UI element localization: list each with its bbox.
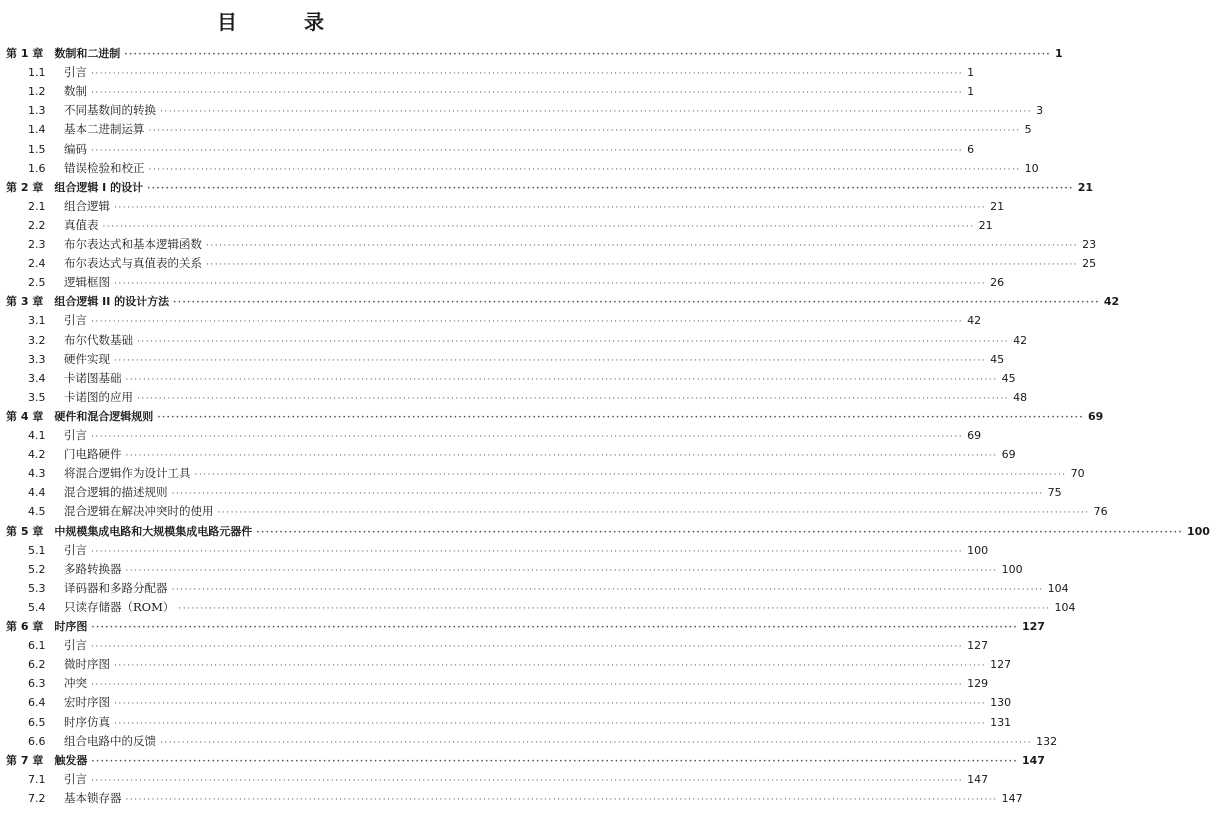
dot-leader: ········································································································································································································ bbox=[102, 221, 975, 232]
section-number: 3.4 bbox=[28, 371, 46, 385]
section-label bbox=[0, 352, 110, 367]
toc-chapter-entry[interactable] bbox=[0, 522, 1210, 539]
page-number: 147 bbox=[967, 772, 989, 786]
section-number: 3.2 bbox=[28, 333, 46, 347]
chapter-title: 第 3 章 组合逻辑 II 的设计方法 bbox=[6, 295, 170, 309]
section-title: 门电路硬件 bbox=[64, 447, 122, 462]
page-number: 21 bbox=[1077, 180, 1094, 194]
page-number: 147 bbox=[1001, 791, 1023, 805]
section-number: 1.1 bbox=[28, 66, 46, 80]
section-number: 7.2 bbox=[28, 791, 46, 805]
section-title: 基本二进制运算 bbox=[64, 122, 145, 137]
page-number: 147 bbox=[1022, 753, 1045, 767]
page-number: 70 bbox=[1070, 467, 1085, 481]
section-title: 卡诺图基础 bbox=[64, 370, 122, 385]
page-title: 目 录 bbox=[217, 10, 354, 34]
section-label bbox=[0, 676, 87, 691]
toc-section-entry[interactable] bbox=[0, 713, 1012, 730]
dot-leader: ········································································································································································································ bbox=[91, 145, 964, 156]
page-number: 26 bbox=[990, 276, 1005, 290]
section-title: 布尔表达式和基本逻辑函数 bbox=[64, 237, 202, 251]
dot-leader: ········································································································································································································ bbox=[91, 546, 964, 557]
section-number: 1.3 bbox=[28, 104, 46, 118]
section-number: 2.2 bbox=[28, 218, 46, 232]
dot-leader: ········································································································································································································ bbox=[91, 317, 964, 328]
section-title: 微时序图 bbox=[64, 657, 110, 672]
dot-leader: ········································································································································································································ bbox=[137, 336, 1010, 347]
section-label bbox=[0, 638, 87, 653]
section-label bbox=[0, 65, 87, 80]
section-number: 1.6 bbox=[28, 161, 46, 175]
dot-leader: ········································································································································································································ bbox=[114, 355, 987, 366]
section-title: 逻辑框图 bbox=[64, 275, 110, 290]
section-title: 引言 bbox=[64, 428, 87, 442]
page-number: 75 bbox=[1047, 486, 1062, 500]
page-number: 10 bbox=[1024, 161, 1039, 175]
section-number: 6.2 bbox=[28, 658, 46, 672]
page-number: 42 bbox=[967, 314, 982, 328]
section-label bbox=[0, 103, 156, 118]
page-number: 25 bbox=[1082, 257, 1097, 271]
section-number: 2.1 bbox=[28, 199, 46, 213]
section-title: 数制 bbox=[64, 84, 87, 99]
section-number: 1.5 bbox=[28, 142, 46, 156]
section-label bbox=[0, 466, 191, 481]
page-number: 1 bbox=[967, 85, 975, 99]
section-number: 3.3 bbox=[28, 352, 46, 366]
section-label bbox=[0, 161, 145, 176]
toc-section-entry[interactable] bbox=[0, 445, 1016, 462]
section-label bbox=[0, 218, 99, 233]
dot-leader: ········································································································································································································ bbox=[173, 298, 1100, 309]
toc-section-entry[interactable] bbox=[0, 770, 989, 787]
section-title: 硬件实现 bbox=[64, 351, 110, 366]
section-label bbox=[0, 122, 145, 137]
toc-section-entry[interactable] bbox=[0, 140, 975, 157]
dot-leader: ········································································································································································································ bbox=[91, 642, 964, 653]
chapter-title: 第 2 章 组合逻辑 I 的设计 bbox=[6, 180, 144, 194]
page-number: 5 bbox=[1024, 123, 1032, 137]
dot-leader: ········································································································································································································ bbox=[194, 470, 1067, 481]
toc-chapter-entry[interactable] bbox=[0, 44, 1063, 61]
toc-chapter-entry[interactable] bbox=[0, 407, 1104, 424]
dot-leader: ········································································································································································································ bbox=[137, 393, 1010, 404]
section-number: 3.1 bbox=[28, 314, 46, 328]
section-label bbox=[0, 600, 174, 615]
section-label bbox=[0, 447, 122, 462]
section-title: 组合电路中的反馈 bbox=[64, 733, 156, 748]
section-number: 2.3 bbox=[28, 238, 46, 251]
section-label bbox=[0, 256, 202, 271]
dot-leader: ········································································································································································································ bbox=[171, 489, 1044, 500]
dot-leader: ········································································································································································································ bbox=[91, 432, 964, 442]
page-number: 69 bbox=[967, 429, 982, 442]
toc-section-entry[interactable] bbox=[0, 63, 975, 80]
toc-section-entry[interactable] bbox=[0, 388, 1028, 405]
section-label bbox=[0, 485, 168, 500]
section-label bbox=[0, 715, 110, 730]
dot-leader: ········································································································································································································ bbox=[125, 374, 998, 385]
toc-section-entry[interactable] bbox=[0, 541, 989, 558]
toc-section-entry[interactable] bbox=[0, 311, 982, 328]
toc-section-entry[interactable] bbox=[0, 693, 1012, 710]
page-number: 45 bbox=[990, 352, 1005, 366]
page-number: 3 bbox=[1036, 104, 1044, 118]
page-number: 129 bbox=[967, 677, 989, 691]
section-label bbox=[0, 428, 87, 443]
chapter-title: 第 5 章 中规模集成电路和大规模集成电路元器件 bbox=[6, 524, 253, 538]
section-label bbox=[0, 562, 122, 577]
dot-leader: ········································································································································································································ bbox=[91, 88, 964, 99]
toc-section-entry[interactable] bbox=[0, 369, 1016, 386]
page-number: 132 bbox=[1036, 734, 1058, 748]
dot-leader: ········································································································································································································ bbox=[147, 183, 1074, 194]
toc-chapter-entry[interactable] bbox=[0, 617, 1045, 634]
section-number: 2.4 bbox=[28, 257, 46, 271]
page-number: 127 bbox=[967, 639, 989, 653]
section-title: 布尔表达式与真值表的关系 bbox=[64, 256, 202, 271]
section-number: 5.3 bbox=[28, 581, 46, 595]
section-title: 引言 bbox=[64, 771, 87, 786]
section-title: 宏时序图 bbox=[64, 695, 110, 710]
page-number: 42 bbox=[1103, 295, 1120, 309]
section-label bbox=[0, 333, 133, 348]
page-number: 127 bbox=[990, 658, 1012, 672]
section-label bbox=[0, 199, 110, 214]
toc-section-entry[interactable] bbox=[0, 483, 1062, 500]
section-number: 4.2 bbox=[28, 448, 46, 462]
toc-section-entry[interactable] bbox=[0, 598, 1076, 615]
section-label bbox=[0, 657, 110, 672]
section-label bbox=[0, 581, 168, 596]
dot-leader: ········································································································································································································ bbox=[206, 260, 1079, 271]
toc-chapter-entry[interactable] bbox=[0, 292, 1120, 309]
dot-leader: ········································································································································································································ bbox=[114, 661, 987, 672]
section-title: 冲突 bbox=[64, 676, 87, 691]
page-number: 76 bbox=[1093, 505, 1108, 519]
section-label bbox=[0, 275, 110, 290]
section-number: 6.5 bbox=[28, 715, 46, 729]
page-number: 127 bbox=[1022, 620, 1045, 633]
section-number: 5.4 bbox=[28, 600, 46, 614]
section-label bbox=[0, 791, 122, 806]
page-number: 100 bbox=[1186, 524, 1210, 538]
dot-leader: ········································································································································································································ bbox=[171, 584, 1044, 595]
page-number: 100 bbox=[1001, 562, 1023, 576]
section-number: 1.4 bbox=[28, 123, 46, 137]
dot-leader: ········································································································································································································ bbox=[91, 756, 1018, 767]
section-title: 时序仿真 bbox=[64, 714, 110, 729]
section-title: 错误检验和校正 bbox=[64, 160, 145, 175]
toc-section-entry[interactable] bbox=[0, 331, 1028, 348]
section-number: 4.5 bbox=[28, 505, 46, 519]
toc-section-entry[interactable] bbox=[0, 789, 1023, 806]
dot-leader: ········································································································································································································ bbox=[114, 202, 987, 213]
dot-leader: ········································································································································································································ bbox=[91, 680, 964, 691]
toc-chapter-entry[interactable] bbox=[0, 178, 1094, 195]
chapter-title: 第 4 章 硬件和混合逻辑规则 bbox=[6, 409, 154, 423]
page-number: 45 bbox=[1001, 371, 1016, 385]
section-title: 引言 bbox=[64, 313, 87, 328]
toc-section-entry[interactable] bbox=[0, 426, 982, 443]
dot-leader: ········································································································································································································ bbox=[114, 279, 987, 290]
section-number: 1.2 bbox=[28, 85, 46, 99]
section-label bbox=[0, 772, 87, 787]
section-title: 多路转换器 bbox=[64, 561, 122, 576]
toc-section-entry[interactable] bbox=[0, 636, 989, 653]
section-number: 5.2 bbox=[28, 562, 46, 576]
section-label bbox=[0, 142, 87, 157]
toc-section-entry[interactable] bbox=[0, 235, 1097, 252]
section-number: 5.1 bbox=[28, 543, 46, 557]
page-number: 23 bbox=[1082, 238, 1097, 251]
dot-leader: ········································································································································································································ bbox=[114, 718, 987, 729]
toc-section-entry[interactable] bbox=[0, 732, 1058, 749]
section-title: 混合逻辑的描述规则 bbox=[64, 485, 168, 500]
page-number: 42 bbox=[1013, 333, 1028, 347]
dot-leader: ········································································································································································································ bbox=[91, 775, 964, 786]
section-number: 6.4 bbox=[28, 696, 46, 710]
section-number: 6.6 bbox=[28, 734, 46, 748]
section-title: 将混合逻辑作为设计工具 bbox=[64, 466, 191, 481]
section-title: 不同基数间的转换 bbox=[64, 103, 156, 118]
dot-leader: ········································································································································································································ bbox=[125, 451, 998, 462]
dot-leader: ········································································································································································································ bbox=[91, 69, 964, 80]
section-label bbox=[0, 237, 202, 252]
section-label bbox=[0, 84, 87, 99]
dot-leader: ········································································································································································································ bbox=[114, 699, 987, 710]
section-title: 真值表 bbox=[64, 217, 99, 232]
toc-section-entry[interactable] bbox=[0, 273, 1005, 290]
page-number: 69 bbox=[1087, 409, 1104, 423]
toc-section-entry[interactable] bbox=[0, 579, 1069, 596]
section-title: 组合逻辑 bbox=[64, 198, 110, 213]
toc-section-entry[interactable] bbox=[0, 216, 993, 233]
section-number: 4.1 bbox=[28, 429, 46, 442]
section-label bbox=[0, 695, 110, 710]
toc-section-entry[interactable] bbox=[0, 101, 1044, 118]
toc-section-entry[interactable] bbox=[0, 350, 1005, 367]
page-number: 21 bbox=[978, 218, 993, 232]
toc-section-entry[interactable] bbox=[0, 655, 1012, 672]
section-label bbox=[0, 543, 87, 558]
dot-leader: ········································································································································································································ bbox=[148, 164, 1021, 175]
toc-section-entry[interactable] bbox=[0, 464, 1085, 481]
toc-section-entry[interactable] bbox=[0, 159, 1039, 176]
page-number: 104 bbox=[1054, 600, 1076, 614]
section-label bbox=[0, 504, 214, 519]
chapter-title: 第 1 章 数制和二进制 bbox=[6, 47, 121, 60]
page-number: 100 bbox=[967, 543, 989, 557]
section-number: 6.1 bbox=[28, 639, 46, 653]
section-label bbox=[0, 734, 156, 749]
section-title: 只读存储器（ROM） bbox=[64, 599, 175, 614]
section-number: 6.3 bbox=[28, 677, 46, 691]
dot-leader: ········································································································································································································ bbox=[206, 241, 1079, 251]
section-title: 布尔代数基础 bbox=[64, 332, 133, 347]
section-title: 卡诺图的应用 bbox=[64, 389, 133, 404]
page-number: 1 bbox=[967, 66, 975, 80]
toc-section-entry[interactable] bbox=[0, 502, 1108, 519]
dot-leader: ········································································································································································································ bbox=[157, 412, 1084, 423]
page-number: 6 bbox=[967, 142, 975, 156]
dot-leader: ········································································································································································································ bbox=[178, 603, 1051, 614]
dot-leader: ········································································································································································································ bbox=[160, 737, 1033, 748]
toc-section-entry[interactable] bbox=[0, 560, 1023, 577]
page-number: 21 bbox=[990, 199, 1005, 213]
dot-leader: ········································································································································································································ bbox=[125, 794, 998, 805]
section-title: 引言 bbox=[64, 65, 87, 80]
section-number: 2.5 bbox=[28, 276, 46, 290]
dot-leader: ········································································································································································································ bbox=[91, 623, 1018, 633]
toc-section-entry[interactable] bbox=[0, 254, 1097, 271]
page-number: 1 bbox=[1054, 47, 1063, 60]
toc-chapter-entry[interactable] bbox=[0, 751, 1045, 768]
section-title: 引言 bbox=[64, 638, 87, 653]
page-number: 48 bbox=[1013, 390, 1028, 404]
toc-section-entry[interactable] bbox=[0, 197, 1005, 214]
section-number: 7.1 bbox=[28, 772, 46, 786]
chapter-title: 第 6 章 时序图 bbox=[6, 620, 88, 633]
dot-leader: ········································································································································································································ bbox=[124, 50, 1051, 60]
dot-leader: ········································································································································································································ bbox=[160, 107, 1033, 118]
section-title: 编码 bbox=[64, 141, 87, 156]
section-title: 引言 bbox=[64, 542, 87, 557]
section-title: 混合逻辑在解决冲突时的使用 bbox=[64, 504, 214, 519]
page-number: 69 bbox=[1001, 448, 1016, 462]
section-label bbox=[0, 313, 87, 328]
section-number: 4.4 bbox=[28, 486, 46, 500]
section-title: 基本锁存器 bbox=[64, 790, 122, 805]
toc-section-entry[interactable] bbox=[0, 674, 989, 691]
dot-leader: ········································································································································································································ bbox=[148, 126, 1021, 137]
chapter-title: 第 7 章 触发器 bbox=[6, 753, 88, 767]
section-title: 译码器和多路分配器 bbox=[64, 580, 168, 595]
dot-leader: ········································································································································································································ bbox=[125, 565, 998, 576]
toc-section-entry[interactable] bbox=[0, 82, 975, 99]
section-number: 4.3 bbox=[28, 467, 46, 481]
dot-leader: ········································································································································································································ bbox=[256, 527, 1183, 538]
section-label bbox=[0, 371, 122, 386]
page-number: 104 bbox=[1047, 581, 1069, 595]
section-number: 3.5 bbox=[28, 390, 46, 404]
toc-section-entry[interactable] bbox=[0, 120, 1032, 137]
dot-leader: ········································································································································································································ bbox=[217, 508, 1090, 519]
page-number: 131 bbox=[990, 715, 1012, 729]
page-number: 130 bbox=[990, 696, 1012, 710]
section-label bbox=[0, 390, 133, 405]
